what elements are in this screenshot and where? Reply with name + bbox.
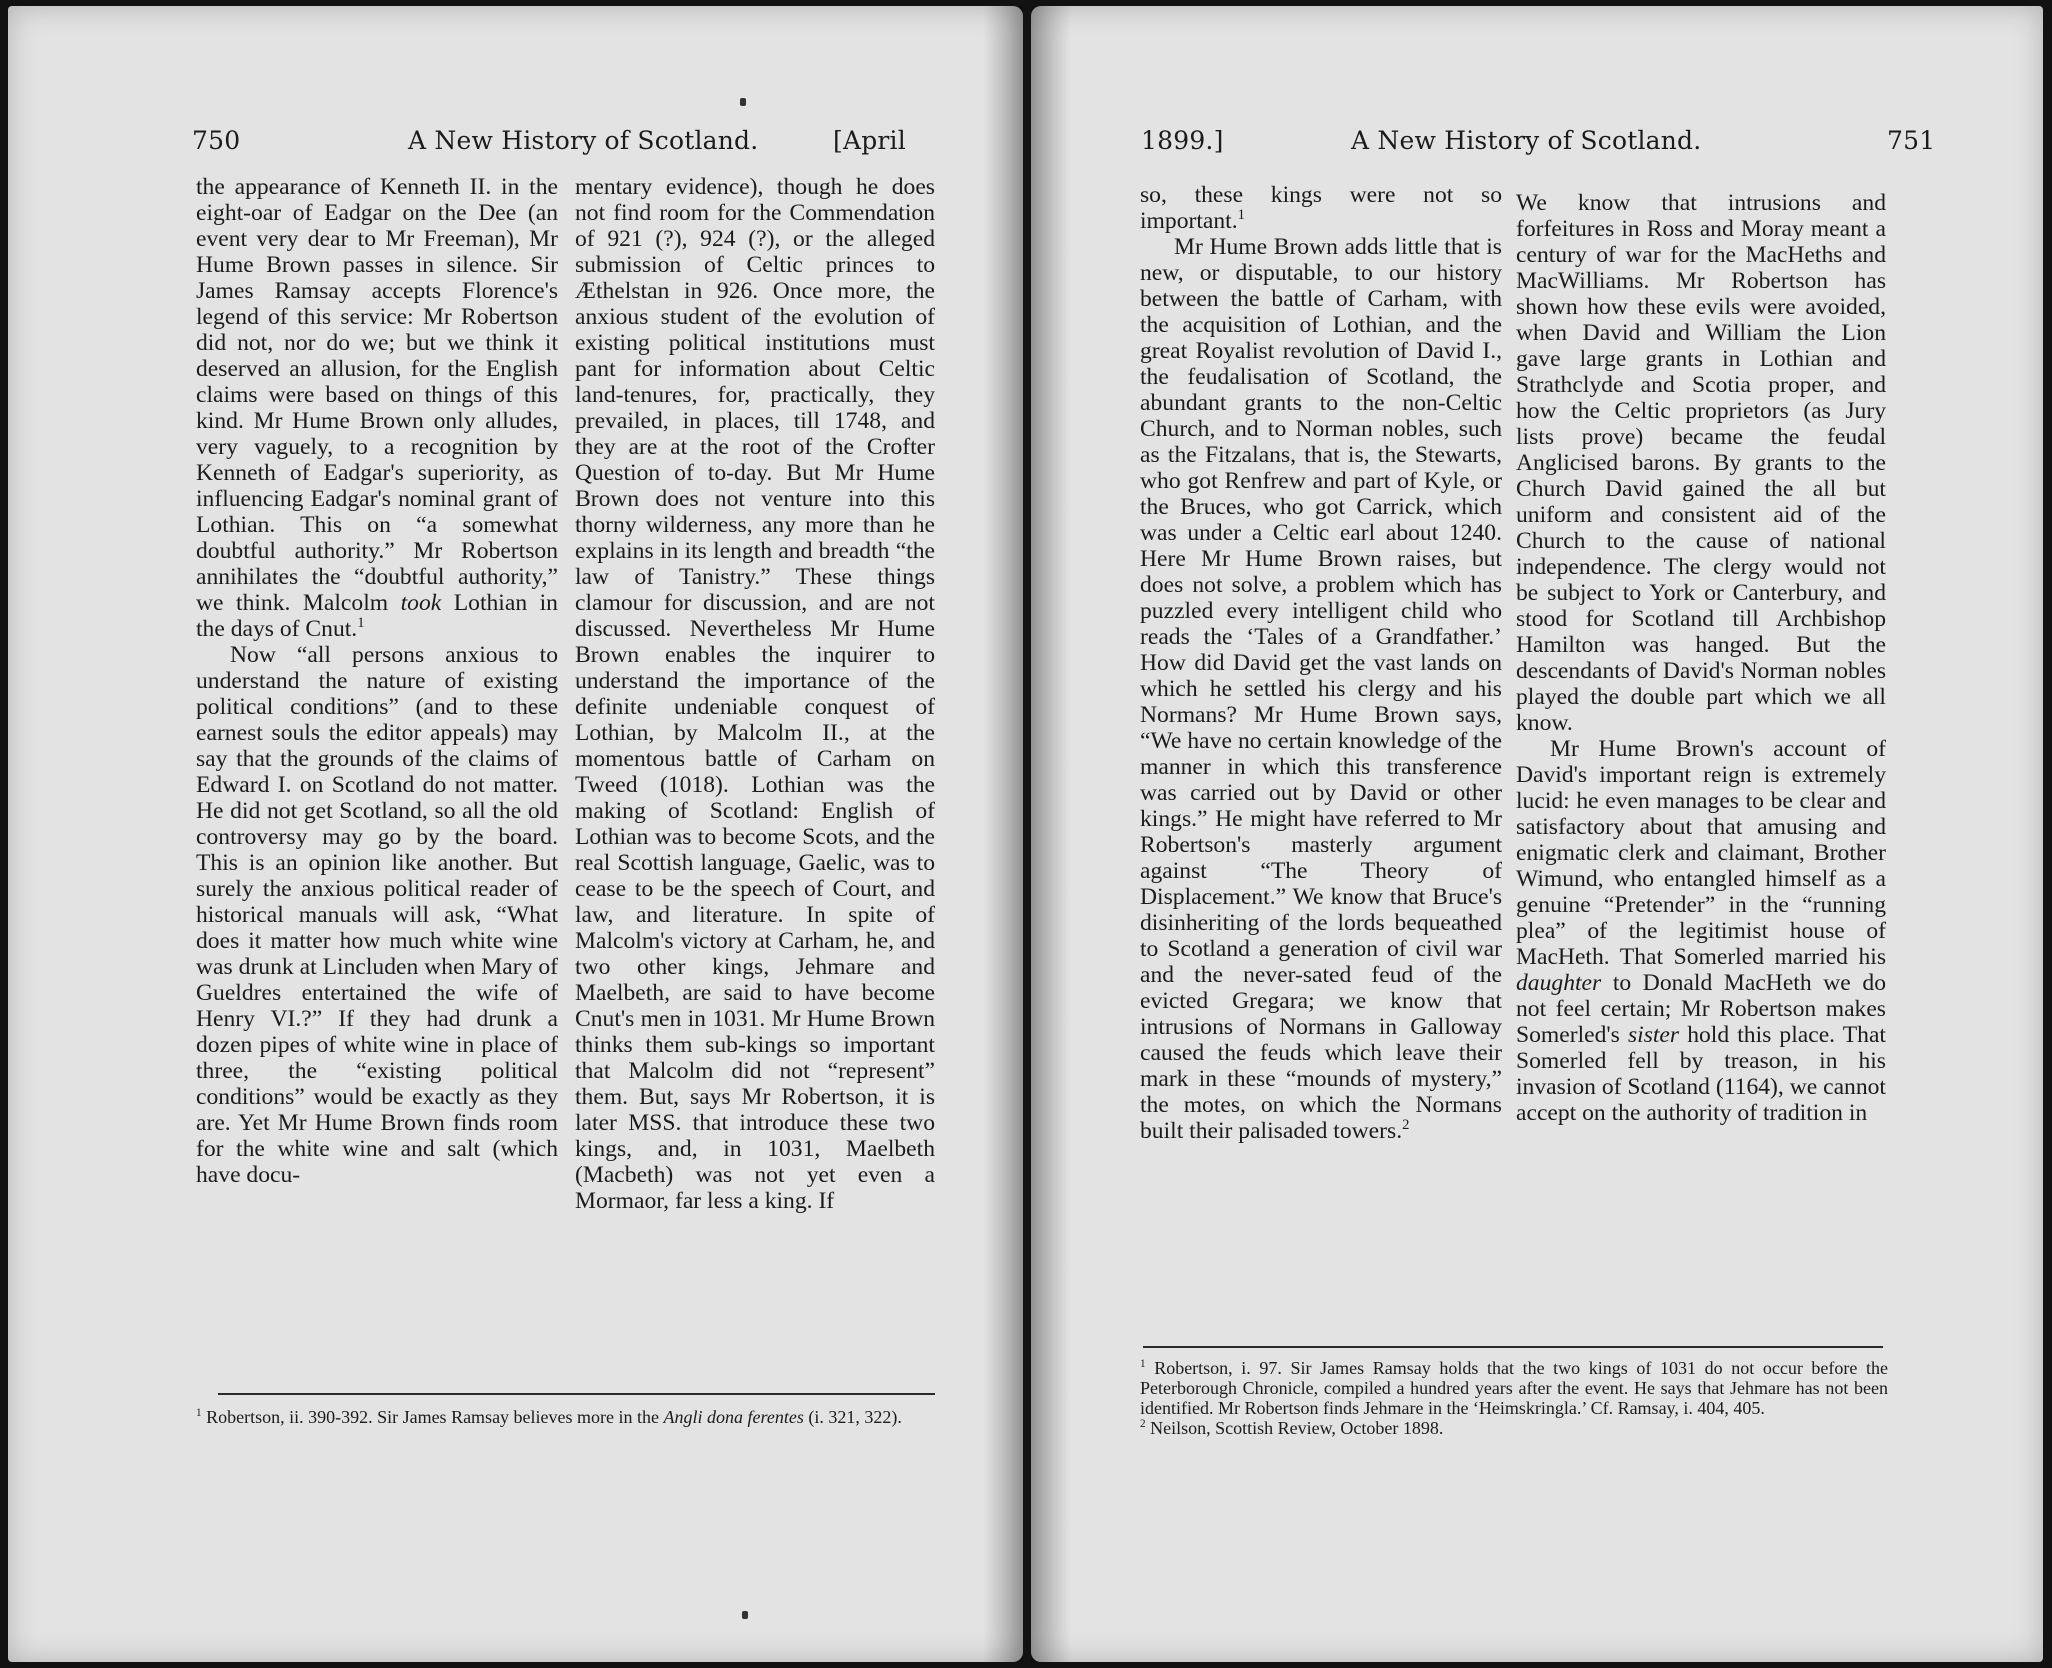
right-column-2 [1516,190,1886,1126]
footnote-rule [1143,1346,1883,1348]
footnote: $^1$ Robertson, ii. 390-392. Sir James Ramsay believes more in the Angli dona ferentes (i. 321, 322). [196,1407,902,1427]
paragraph: the appearance of Kenneth II. in the eight-oar of Eadgar on the Dee (an event very dear to Mr Freeman), Mr Hume Brown passes in silence. Sir James Ramsay accepts Florence's legend of this service: Mr Robertson did not, nor do we; but we think it deserved an allusion, for the English claims were based on things of this kind. Mr Hume Brown only alludes, very vaguely, to a recognition by Kenneth of Eadgar's superiority, as influencing Eadgar's nominal grant of Lothian. This on “a somewhat doubtful authority.” Mr Robertson annihilates the “doubtful authority,” we think. Malcolm took Lothian in the days of Cnut.$^1$ [196,174,558,642]
ink-speck [742,1611,748,1619]
paragraph: Mr Hume Brown's account of David's important reign is extremely lucid: he even manages to be clear and satisfactory about that amusing and enigmatic clerk and claimant, Brother Wimund, who entangled himself as a genuine “Pretender” in the “running plea” of the legitimist house of MacHeth. That Somerled married his daughter to Donald MacHeth we do not feel certain; Mr Robertson makes Somerled's sister hold this place. That Somerled fell by treason, in his invasion of Scotland (1164), we cannot accept on the authority of tradition in [1516,736,1886,1126]
left-column-1 [196,174,558,1188]
ink-speck [740,98,746,106]
left-running-month: [April [833,126,906,155]
right-column-1 [1140,182,1502,1144]
paragraph: so, these kings were not so important.$^1$ [1140,182,1502,234]
paragraph: Now “all persons anxious to understand the nature of existing political conditions” (and to these earnest souls the editor appeals) may say that the grounds of the claims of Edward I. on Scotland do not matter. He did not get Scotland, so all the old controversy may go by the board. This is an opinion like another. But surely the anxious political reader of historical manuals will ask, “What does it matter how much white wine was drunk at Lincluden when Mary of Gueldres entertained the wife of Henry VI.?” If they had drunk a dozen pipes of white wine in place of three, the “existing political conditions” would be exactly as they are. Yet Mr Hume Brown finds room for the white wine and salt (which have docu- [196,642,558,1188]
footnote-ref: 1 [357,615,365,632]
gutter-shadow [1031,6,1071,1662]
footnote: $^2$ Neilson, Scottish Review, October 1898. [1140,1418,1444,1438]
footnote-rule [218,1393,935,1395]
right-page-number: 751 [1887,126,1936,155]
left-page [8,6,1023,1662]
left-running-title: A New History of Scotland. [408,126,759,155]
footnote: $^1$ Robertson, i. 97. Sir James Ramsay holds that the two kings of 1031 do not occur before the Peterborough Chronicle, compiled a hundred years after the event. He says that Jehmare has not been identified. Mr Robertson finds Jehmare in the ‘Heimskringla.’ Cf. Ramsay, i. 404, 405. [1140,1358,1888,1418]
left-page-number: 750 [192,126,241,155]
footnote-ref: 2 [1402,1117,1410,1134]
paragraph: Mr Hume Brown adds little that is new, or disputable, to our history between the battle of Carham, with the acquisition of Lothian, and the great Royalist revolution of David I., the feudalisation of Scotland, the abundant grants to the non-Celtic Church, and to Norman nobles, such as the Fitzalans, that is, the Stewarts, who got Renfrew and part of Kyle, or the Bruces, who got Carrick, which was under a Celtic earl about 1240. Here Mr Hume Brown raises, but does not solve, a problem which has puzzled every intelligent child who reads the ‘Tales of a Grandfather.’ How did David get the vast lands on which he settled his clergy and his Normans? Mr Hume Brown says, “We have no certain knowledge of the manner in which this transference was carried out by David or other kings.” He might have referred to Mr Robertson's masterly argument against “The Theory of Displacement.” We know that Bruce's disinheriting of the lords bequeathed to Scotland a generation of civil war and the never-sated feud of the evicted Gregara; we know that intrusions of Normans in Galloway caused the feuds which leave their mark in these “mounds of mystery,” the motes, on which the Normans built their palisaded towers.$^2$ [1140,234,1502,1144]
paragraph: mentary evidence), though he does not find room for the Commendation of 921 (?), 924 (?), or the alleged submission of Celtic princes to Æthelstan in 926. Once more, the anxious student of the evolution of existing political institutions must pant for information about Celtic land-tenures, for, practically, they prevailed, in places, till 1748, and they are at the root of the Crofter Question of to-day. But Mr Hume Brown does not venture into this thorny wilderness, any more than he explains in its length and breadth “the law of Tanistry.” These things clamour for discussion, and are not discussed. Nevertheless Mr Hume Brown enables the inquirer to understand the importance of the definite undeniable conquest of Lothian, by Malcolm II., at the momentous battle of Carham on Tweed (1018). Lothian was the making of Scotland: English of Lothian was to become Scots, and the real Scottish language, Gaelic, was to cease to be the speech of Court, and law, and literature. In spite of Malcolm's victory at Carham, he, and two other kings, Jehmare and Maelbeth, are said to have become Cnut's men in 1031. Mr Hume Brown thinks them sub-kings so important that Malcolm did not “represent” them. But, says Mr Robertson, it is later MSS. that introduce these two kings, and, in 1031, Maelbeth (Macbeth) was not yet even a Mormaor, far less a king. If [575,174,935,1214]
right-footnotes [1140,1358,1888,1438]
right-running-title: A New History of Scotland. [1351,126,1702,155]
paragraph: We know that intrusions and forfeitures in Ross and Moray meant a century of war for the MacHeths and MacWilliams. Mr Robertson has shown how these evils were avoided, when David and William the Lion gave large grants in Lothian and Strathclyde and Scotia proper, and how the Celtic proprietors (as Jury lists prove) became the feudal Anglicised barons. By grants to the Church David gained the all but uniform and consistent aid of the Church to the cause of national independence. The clergy would not be subject to York or Canterbury, and stood for Scotland till Archbishop Hamilton was hanged. But the descendants of David's Norman nobles played the double part which we all know. [1516,190,1886,736]
left-footnotes [196,1407,936,1427]
right-running-year: 1899.] [1141,126,1224,155]
right-page [1031,6,2043,1662]
gutter-shadow [983,6,1023,1662]
left-column-2 [575,174,935,1214]
footnote-ref: 1 [1237,207,1245,224]
